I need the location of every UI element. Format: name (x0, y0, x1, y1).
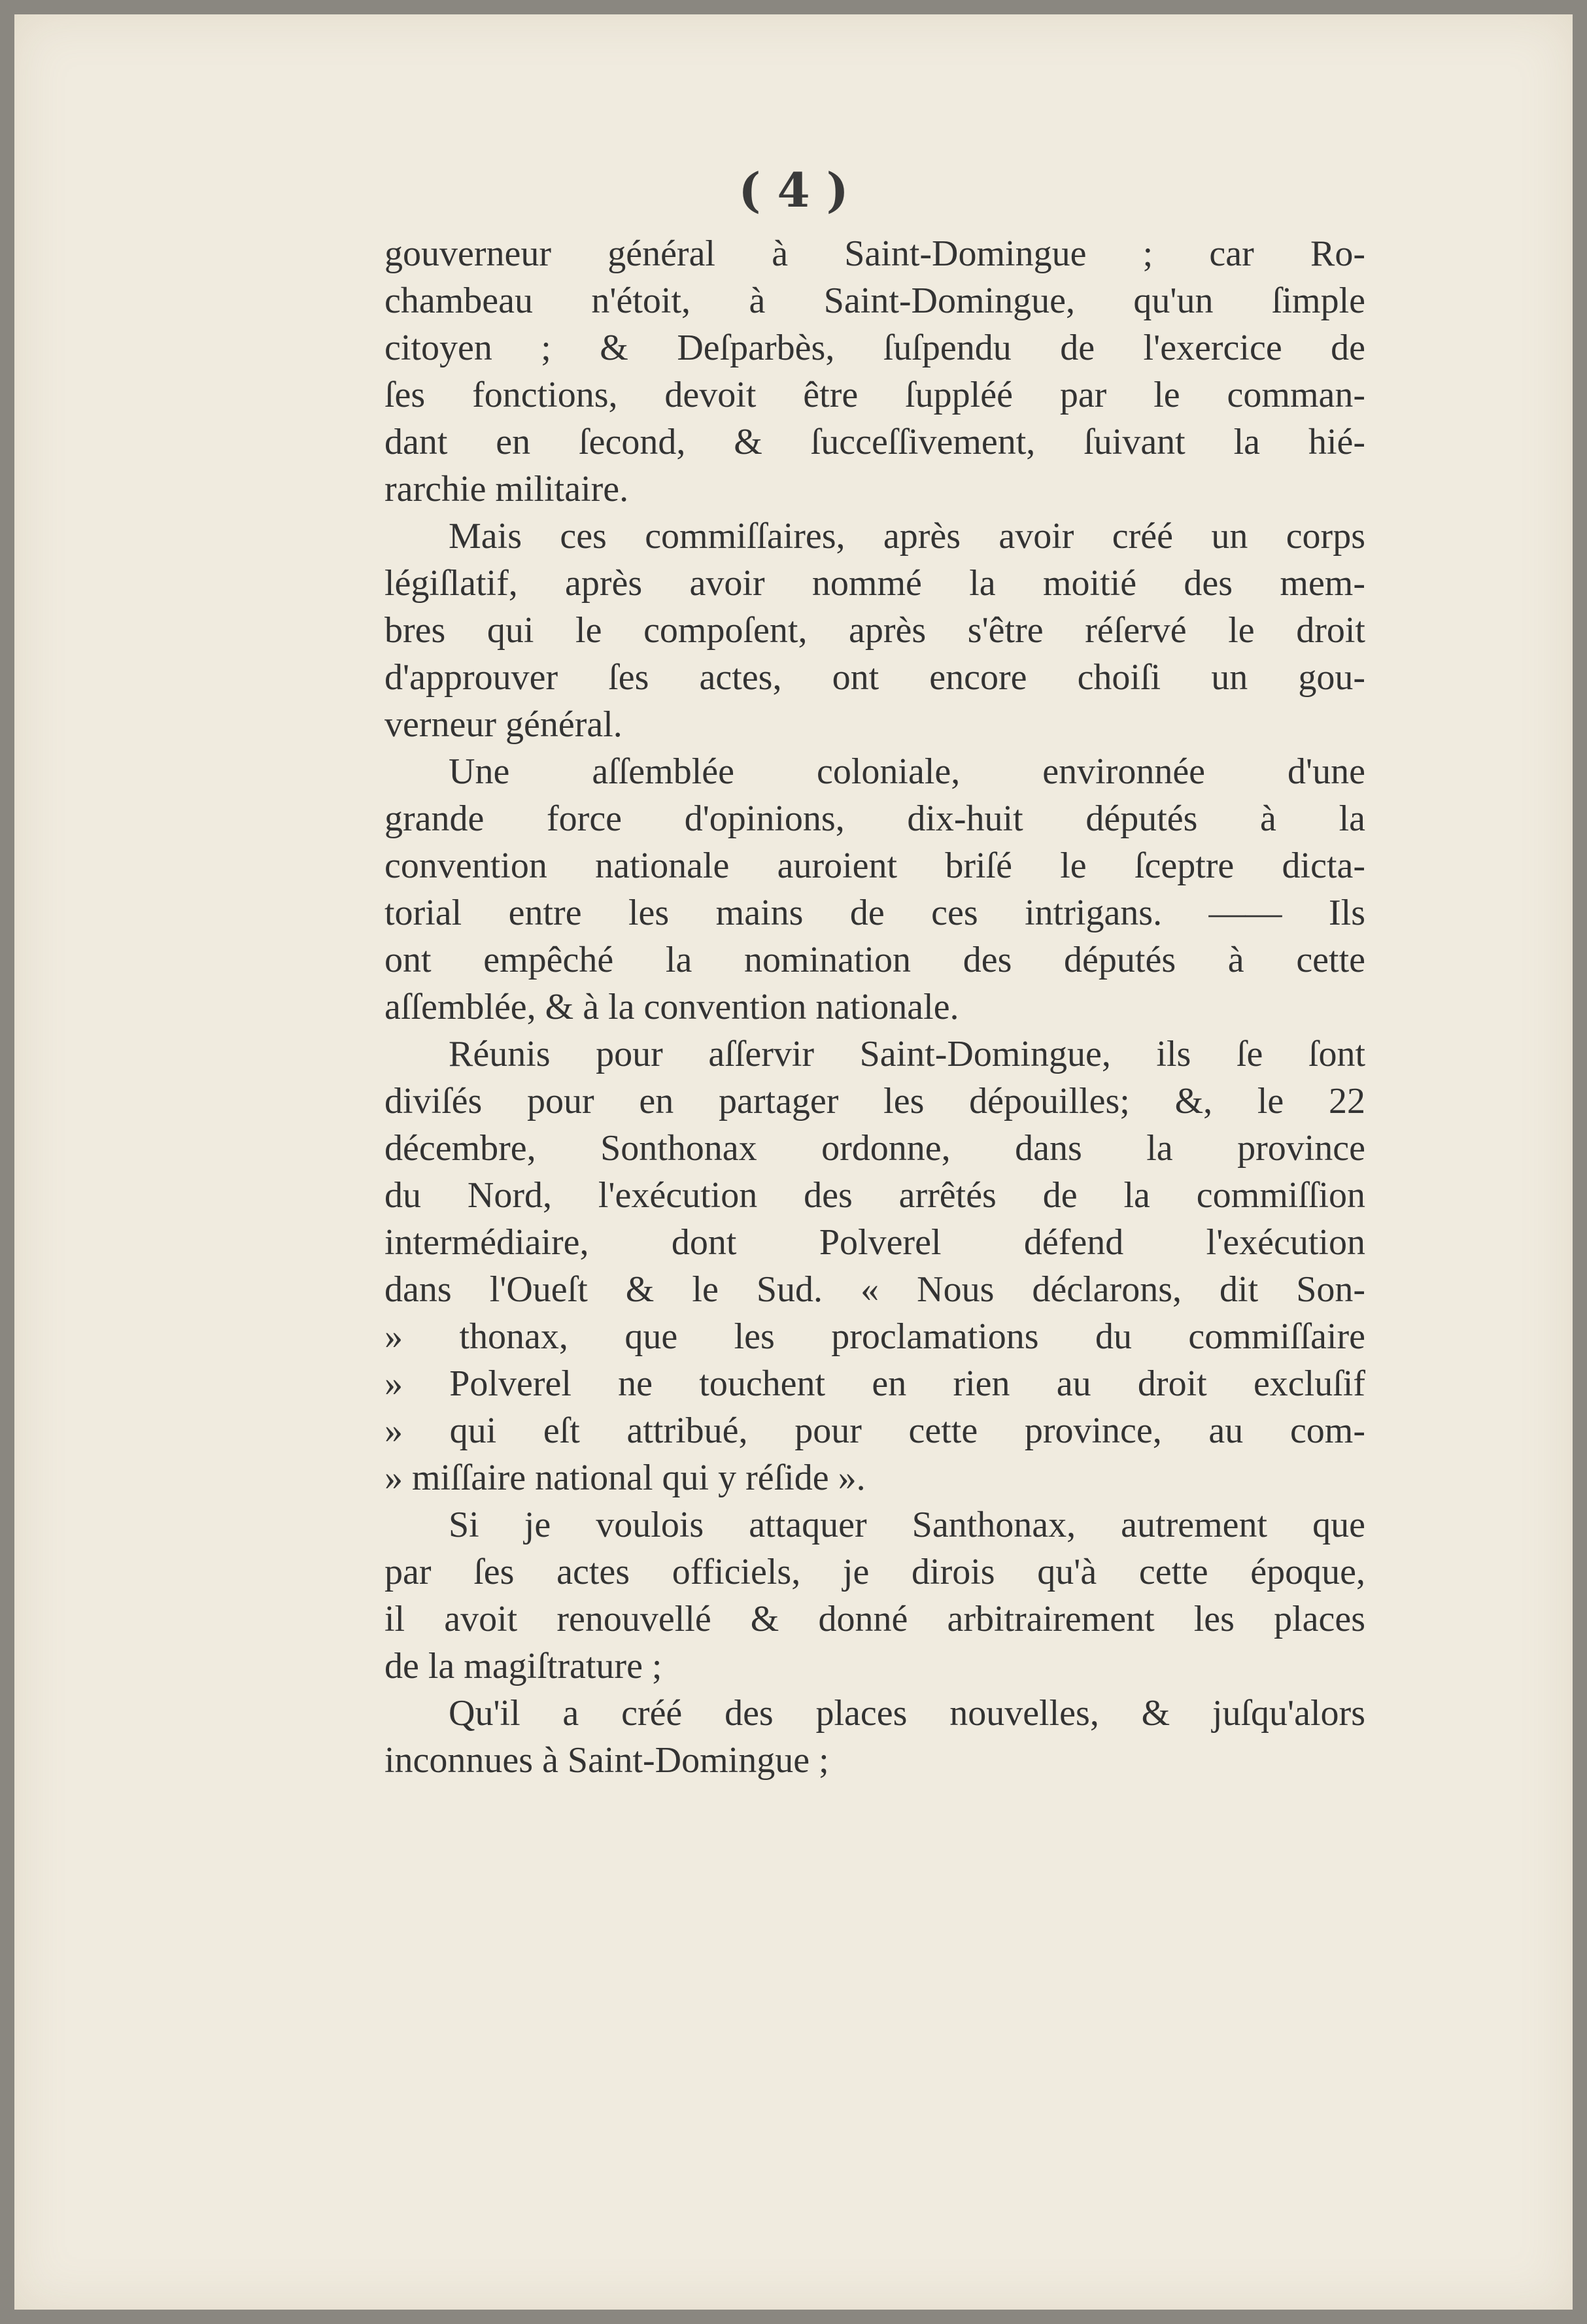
text-line: Réunis pour aſſervir Saint-Domingue, ils ſe ſont (449, 1034, 1365, 1074)
text-line: chambeau n'étoit, à Saint-Domingue, qu'un ſimple (384, 281, 1365, 321)
text-line: intermédiaire, dont Polverel défend l'exécution (384, 1222, 1365, 1263)
text-line: citoyen ; & Deſparbès, ſuſpendu de l'exercice de (384, 328, 1365, 368)
text-line: Mais ces commiſſaires, après avoir créé un corps (449, 516, 1365, 556)
body-text (384, 230, 1365, 1784)
text-line: par ſes actes officiels, je dirois qu'à cette époque, (384, 1552, 1365, 1592)
text-line: » Polverel ne touchent en rien au droit excluſif (384, 1363, 1365, 1404)
text-line: torial entre les mains de ces intrigans. —— Ils (384, 893, 1365, 933)
text-line: inconnues à Saint-Domingue ; (384, 1740, 829, 1781)
text-line: Une aſſemblée coloniale, environnée d'une (449, 751, 1365, 792)
text-line: gouverneur général à Saint-Domingue ; car Ro- (384, 233, 1365, 274)
text-line: ont empêché la nomination des députés à cette (384, 940, 1365, 980)
text-line: dant en ſecond, & ſucceſſivement, ſuivant la hié- (384, 422, 1365, 462)
text-line: convention nationale auroient briſé le ſceptre dicta- (384, 846, 1365, 886)
text-line: » qui eſt attribué, pour cette province, au com- (384, 1410, 1365, 1451)
page-number: ( 4 ) (738, 162, 849, 218)
text-line: de la magiſtrature ; (384, 1646, 662, 1686)
text-line: du Nord, l'exécution des arrêtés de la commiſſion (384, 1175, 1365, 1216)
text-line: » miſſaire national qui y réſide ». (384, 1458, 866, 1498)
text-line: il avoit renouvellé & donné arbitrairement les places (384, 1599, 1365, 1639)
text-line: décembre, Sonthonax ordonne, dans la province (384, 1128, 1365, 1169)
text-line: Qu'il a créé des places nouvelles, & juſqu'alors (449, 1693, 1365, 1734)
text-line: d'approuver ſes actes, ont encore choiſi un gou- (384, 657, 1365, 698)
text-line: verneur général. (384, 704, 623, 745)
text-line: dans l'Oueſt & le Sud. « Nous déclarons, dit Son- (384, 1269, 1365, 1310)
text-line: diviſés pour en partager les dépouilles; &, le 22 (384, 1081, 1365, 1121)
text-line: Si je voulois attaquer Santhonax, autrement que (449, 1505, 1365, 1545)
text-line: bres qui le compoſent, après s'être réſervé le droit (384, 610, 1365, 651)
text-line: » thonax, que les proclamations du commiſſaire (384, 1316, 1365, 1357)
text-line: ſes fonctions, devoit être ſuppléé par le comman- (384, 375, 1365, 415)
text-line: grande force d'opinions, dix-huit députés à la (384, 798, 1365, 839)
text-line: rarchie militaire. (384, 469, 629, 509)
text-line: légiſlatif, après avoir nommé la moitié des mem- (384, 563, 1365, 604)
text-line: aſſemblée, & à la convention nationale. (384, 987, 959, 1027)
